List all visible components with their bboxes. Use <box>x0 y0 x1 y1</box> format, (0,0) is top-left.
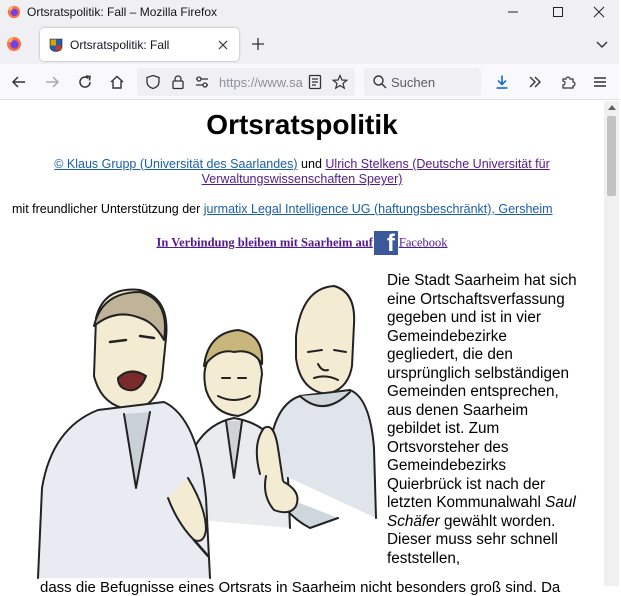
close-window-button[interactable] <box>577 0 621 24</box>
forward-button[interactable] <box>38 68 66 96</box>
search-placeholder: Suchen <box>391 75 436 90</box>
close-icon <box>593 6 605 18</box>
support-line <box>12 202 553 216</box>
body-name: Saul Schäfer <box>387 494 576 530</box>
plus-icon <box>250 36 266 52</box>
downloads-button[interactable] <box>488 68 516 96</box>
arrow-right-icon <box>44 74 60 90</box>
minimize-button[interactable] <box>491 0 535 24</box>
support-prefix: mit freundlicher Unterstützung der <box>12 202 201 216</box>
and-text: und <box>301 157 322 171</box>
jurmatix-link[interactable]: jurmatix Legal Intelligence UG (haftungsbeschränkt), Gersheim <box>203 202 553 216</box>
extensions-button[interactable] <box>554 68 582 96</box>
body-part2: gewählt worden. Dieser muss sehr schnell feststellen, <box>387 512 558 567</box>
body-part1: Die Stadt Saarheim hat sich eine Ortschaftsverfassung gegeben und ist in vier Gemeindebezirke gegliedert, die den ursprünglich selbständigen Gemeinden entsprechen, aus denen Saarheim gebildet ist. Zum Ortsvorsteher des Gemeindebezirks Quierbrück ist nach der letzten Kommunalwahl <box>387 272 577 511</box>
author1-link[interactable]: © Klaus Grupp (Universität des Saarlandes) <box>54 157 298 171</box>
page-content <box>0 101 619 596</box>
lock-icon <box>170 74 186 90</box>
search-icon <box>372 74 388 90</box>
back-button[interactable] <box>5 68 33 96</box>
facebook-link[interactable]: Facebook <box>398 235 448 250</box>
scroll-up-arrow-icon[interactable] <box>608 105 616 110</box>
permissions-icon <box>194 74 210 90</box>
maximize-button[interactable] <box>536 0 580 24</box>
arrow-left-icon <box>11 74 27 90</box>
body-continuation: dass die Befugnisse eines Ortsrats in Saarheim nicht besonders groß sind. Da <box>40 579 561 596</box>
navigation-toolbar <box>0 64 619 100</box>
facebook-text-link[interactable]: In Verbindung bleiben mit Saarheim auf <box>156 235 373 250</box>
window-title: Ortsratspolitik: Fall – Mozilla Firefox <box>27 5 218 19</box>
list-all-tabs-button[interactable] <box>595 37 609 56</box>
download-icon <box>494 74 510 90</box>
tab-strip <box>0 24 619 64</box>
url-bar[interactable] <box>137 68 355 96</box>
authors-line <box>0 157 604 187</box>
puzzle-icon <box>560 74 576 90</box>
tab-close-button[interactable] <box>215 37 231 53</box>
firefox-icon <box>7 5 21 19</box>
shield-icon <box>145 74 161 90</box>
chevron-double-right-icon <box>527 74 543 90</box>
comic-illustration <box>38 278 378 578</box>
reader-view-icon[interactable] <box>307 74 323 90</box>
minimize-icon <box>507 6 519 18</box>
maximize-icon <box>552 6 564 18</box>
facebook-icon[interactable]: f <box>374 231 398 255</box>
author2-link[interactable]: Ulrich Stelkens (Deutsche Universität für Verwaltungswissenschaften Speyer) <box>201 157 550 186</box>
body-paragraph <box>387 272 582 568</box>
vertical-scrollbar[interactable] <box>604 101 619 586</box>
menu-button[interactable] <box>586 68 614 96</box>
reload-button[interactable] <box>71 68 99 96</box>
firefox-view-button[interactable] <box>6 36 22 57</box>
tab-active[interactable] <box>40 28 239 61</box>
title-bar <box>0 0 619 24</box>
home-icon <box>109 74 125 90</box>
hamburger-menu-icon <box>592 74 608 90</box>
search-bar[interactable] <box>364 68 481 96</box>
page-title: Ortsratspolitik <box>206 109 398 140</box>
overflow-button[interactable] <box>521 68 549 96</box>
site-favicon-icon <box>49 38 63 52</box>
chevron-down-icon <box>595 37 609 51</box>
tab-label: Ortsratspolitik: Fall <box>70 37 170 52</box>
bookmark-star-icon[interactable] <box>332 74 348 90</box>
url-text: https://www.sa <box>219 75 303 90</box>
new-tab-button[interactable] <box>250 36 266 57</box>
home-button[interactable] <box>103 68 131 96</box>
facebook-line <box>0 231 604 255</box>
close-icon <box>218 40 228 50</box>
firefox-icon <box>6 36 22 52</box>
scrollbar-thumb[interactable] <box>607 116 616 196</box>
reload-icon <box>77 74 93 90</box>
